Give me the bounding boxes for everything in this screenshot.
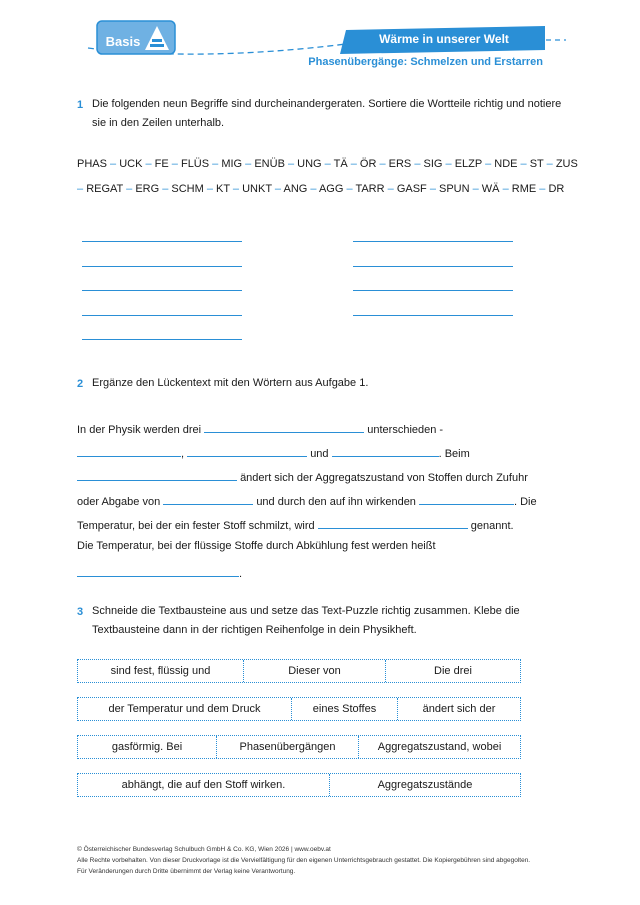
word-fragment: WÄ [481,183,500,195]
puzzle-piece[interactable]: gasförmig. Bei [111,741,183,753]
word-fragment: SPUN [439,183,470,195]
puzzle-piece[interactable]: eines Stoffes [291,698,397,720]
word-fragment: ANG [283,183,308,195]
fragment-separator: – [284,158,298,170]
puzzle-piece[interactable]: Aggregatszustand, wobei [358,736,520,758]
word-fragment: MIG [221,158,243,170]
cloze-gap[interactable] [318,516,468,529]
fragment-separator: – [543,158,556,170]
word-fragment: FLÜS [180,158,210,170]
puzzle-piece[interactable]: sind fest, flüssig und [110,665,211,677]
cloze-text: und durch den auf ihn wirkenden [256,496,416,508]
cloze-gap[interactable] [163,492,253,505]
fragment-separator: – [469,183,482,195]
fragment-separator: – [142,158,155,170]
cloze-gap[interactable] [419,492,514,505]
word-fragment: UNG [297,158,322,170]
word-fragment: TÄ [333,158,348,170]
fragment-separator: – [411,158,424,170]
answer-line[interactable] [353,241,513,242]
word-fragment: ERS [388,158,412,170]
cloze-line-6 [77,540,436,552]
word-fragment: UCK [119,158,143,170]
cloze-gap[interactable] [77,444,181,457]
word-fragment: UNKT [242,183,272,195]
cloze-gap[interactable] [332,444,439,457]
cloze-text: unterschieden - [367,424,444,436]
header-graphic [0,0,640,80]
answer-line[interactable] [353,266,513,267]
task1-instruction [92,95,561,133]
puzzle-piece[interactable]: Aggregatszustände [329,774,520,796]
word-fragment: ÖR [359,158,377,170]
task1-instruction-line2: sie in den Zeilen unterhalb. [92,117,225,129]
task1-instruction-line1: Die folgenden neun Begriffe sind durcheinandergeraten. Sortiere die Wortteile richtig und notiere [92,98,562,110]
answer-line[interactable] [82,241,242,242]
cloze-gap[interactable] [77,468,237,481]
puzzle-row [77,735,521,759]
answer-line[interactable] [82,339,242,340]
footer-rights: Alle Rechte vorbehalten. Von dieser Druckvorlage ist die Vervielfältigung für den eigenen Unterrichtsgebrauch gestattet. Die Kopiergebühren sind abgegolten. [77,857,531,864]
word-fragment: GASF [396,183,427,195]
cloze-text: . Beim [438,448,470,460]
fragment-separator: – [347,158,360,170]
cloze-text: In der Physik werden drei [77,424,202,436]
footer-disclaimer: Für Veränderungen durch Dritte übernimmt der Verlag keine Verantwortung. [77,868,296,875]
task1-number: 1 [77,99,84,111]
fragment-separator: – [271,183,284,195]
answer-line[interactable] [353,315,513,316]
fragment-separator: – [123,183,136,195]
fragment-separator: – [307,183,319,195]
fragment-separator: – [77,183,87,195]
word-fragment: SIG [423,158,443,170]
worksheet-subtitle: Phasenübergänge: Schmelzen und Erstarren [308,56,543,68]
worksheet-title: Wärme in unserer Welt [379,32,509,46]
fragment-separator: – [106,158,120,170]
word-fragment: FE [154,158,169,170]
word-fragment: REGAT [86,183,124,195]
answer-line[interactable] [82,290,242,291]
footer-copyright: © Österreichischer Bundesverlag Schulbuch GmbH & Co. KG, Wien 2026 | www.oebv.at [77,846,331,853]
fragment-separator: – [384,183,397,195]
fragment-separator: – [482,158,495,170]
puzzle-piece[interactable]: Dieser von [243,660,385,682]
cloze-line-7 [77,564,242,580]
fragment-separator: – [203,183,217,195]
fragment-separator: – [168,158,181,170]
word-fragment: SCHM [171,183,204,195]
logo-text: Basis [105,34,141,49]
task3-instruction-line2: Textbausteine dann in der richtigen Reihenfolge in dein Physikheft. [92,624,417,636]
cloze-line-5 [77,516,514,532]
fragment-separator: – [442,158,455,170]
fragment-separator: – [242,158,255,170]
word-fragment: ENÜB [254,158,285,170]
fragment-separator: – [376,158,389,170]
word-fragment: NDE [494,158,518,170]
task3-number: 3 [77,606,84,618]
word-fragment: PHAS [77,158,107,170]
fragment-separator: – [536,183,549,195]
fragment-separator: – [517,158,530,170]
cloze-line-3 [77,468,528,484]
puzzle-piece[interactable]: Phasenübergängen [216,736,358,758]
cloze-text: , [181,448,185,460]
fragment-separator: – [499,183,512,195]
cloze-text: . Die [514,496,537,508]
fragment-separator: – [343,183,356,195]
cloze-text: Temperatur, bei der ein fester Stoff schmilzt, wird [77,520,315,532]
word-fragment: ELZP [454,158,483,170]
puzzle-piece[interactable]: der Temperatur und dem Druck [108,703,261,715]
cloze-line-2 [77,444,470,460]
cloze-line-1 [77,420,443,436]
task3-instruction [92,602,520,640]
task2-instruction: Ergänze den Lückentext mit den Wörtern aus Aufgabe 1. [92,377,369,389]
answer-line[interactable] [82,266,242,267]
answer-line[interactable] [353,290,513,291]
task3-instruction-line1: Schneide die Textbausteine aus und setze das Text-Puzzle richtig zusammen. Klebe die [92,605,520,617]
cloze-gap[interactable] [187,444,307,457]
puzzle-row [77,773,521,797]
fragment-separator: – [229,183,243,195]
fragment-separator: – [321,158,334,170]
task2-number: 2 [77,378,84,390]
cloze-text: . [239,568,243,580]
cloze-gap[interactable] [77,564,239,577]
cloze-line-4 [77,492,537,508]
word-fragment: DR [548,183,565,195]
cloze-text: und [310,448,329,460]
puzzle-piece[interactable]: ändert sich der [397,698,520,720]
cloze-gap[interactable] [204,420,364,433]
fragment-separator: – [426,183,439,195]
cloze-text: Die Temperatur, bei der flüssige Stoffe durch Abkühlung fest werden heißt [77,540,436,552]
puzzle-row [77,659,521,683]
puzzle-piece[interactable]: abhängt, die auf den Stoff wirken. [121,779,286,791]
word-fragment: ERG [135,183,160,195]
word-fragment: TARR [355,183,385,195]
puzzle-piece[interactable]: Die drei [385,660,520,682]
answer-line[interactable] [82,315,242,316]
cloze-text: ändert sich der Aggregatszustand von Stoffen durch Zufuhr [240,472,528,484]
fragments-row1 [77,158,578,170]
fragments-row2 [77,183,564,195]
word-fragment: AGG [318,183,344,195]
word-fragment: RME [511,183,537,195]
word-fragment: ZUS [555,158,578,170]
fragment-separator: – [209,158,222,170]
cloze-text: oder Abgabe von [77,496,161,508]
word-fragment: ST [529,158,544,170]
fragment-separator: – [159,183,172,195]
cloze-text: genannt. [470,520,514,532]
puzzle-row [77,697,521,721]
word-fragment: KT [216,183,230,195]
